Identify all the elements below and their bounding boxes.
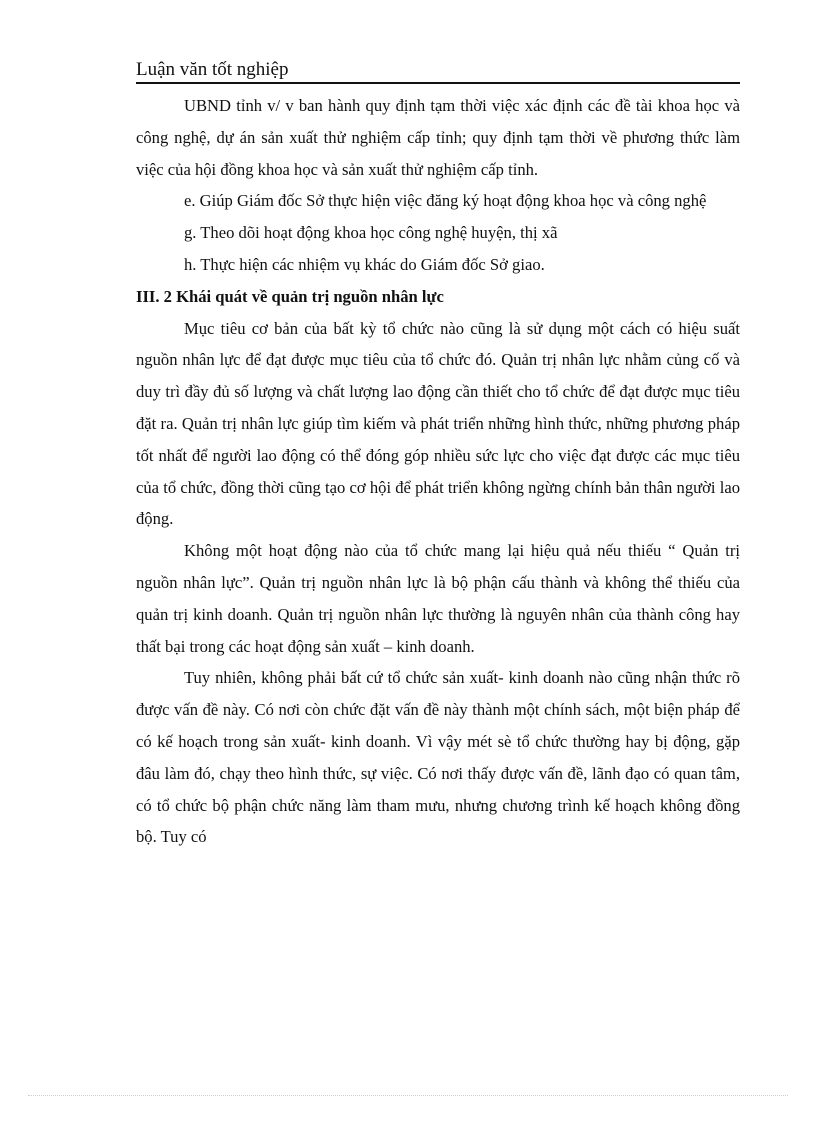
paragraph-body-2: Không một hoạt động nào của tổ chức mang lại hiệu quả nếu thiếu “ Quản trị nguồn nhân lực”. Quản trị nguồn nhân lực là bộ phận cấu thành và không thể thiếu của quản trị kinh doanh. Quản trị nguồn nhân lực thường là nguyên nhân của thành công hay thất bại trong các hoạt động sản xuất – kinh doanh. <box>136 541 740 656</box>
document-body <box>136 90 740 853</box>
page-bottom-rule <box>28 1095 788 1096</box>
section-heading: III. 2 Khái quát về quản trị nguồn nhân lực <box>136 286 444 306</box>
paragraph-body-1: Mục tiêu cơ bản của bất kỳ tổ chức nào cũng là sử dụng một cách có hiệu suất nguồn nhân lực để đạt được mục tiêu của tổ chức đó. Quản trị nhân lực nhằm củng cố và duy trì đầy đủ số lượng và chất lượng lao động cần thiết cho tổ chức để đạt được mục tiêu đặt ra. Quản trị nhân lực giúp tìm kiếm và phát triển những hình thức, những phương pháp tốt nhất để người lao động có thể đóng góp nhiều sức lực cho việc đạt được các mục tiêu của tổ chức, đồng thời cũng tạo cơ hội để phát triển không ngừng chính bản thân người lao động. <box>136 318 740 529</box>
paragraph-item-g: g. Theo dõi hoạt động khoa học công nghệ huyện, thị xã <box>184 223 558 243</box>
running-header: Luận văn tốt nghiệp <box>136 59 289 80</box>
paragraph-body-3: Tuy nhiên, không phải bất cứ tổ chức sản xuất- kinh doanh nào cũng nhận thức rõ được vấn đề này. Có nơi còn chức đặt vấn đề này thành một chính sách, một biện pháp để có kế hoạch trong sản xuất- kinh doanh. Vì vậy mét sè tổ chức thường hay bị động, gặp đâu làm đó, chạy theo hình thức, sự việc. Có nơi thấy được vấn đề, lãnh đạo có quan tâm, có tổ chức bộ phận chức năng làm tham mưu, nhưng chương trình kế hoạch không đồng bộ. Tuy có <box>136 668 740 847</box>
paragraph-item-h: h. Thực hiện các nhiệm vụ khác do Giám đốc Sở giao. <box>184 254 545 274</box>
header-rule <box>136 82 740 84</box>
paragraph-item-e: e. Giúp Giám đốc Sở thực hiện việc đăng ký hoạt động khoa học và công nghệ <box>184 191 707 211</box>
paragraph-ubnd: UBND tỉnh v/ v ban hành quy định tạm thời việc xác định các đề tài khoa học và công nghệ, dự án sản xuất thử nghiệm cấp tỉnh; quy định tạm thời về phương thức làm việc của hội đồng khoa học và sản xuất thử nghiệm cấp tỉnh. <box>136 96 740 179</box>
